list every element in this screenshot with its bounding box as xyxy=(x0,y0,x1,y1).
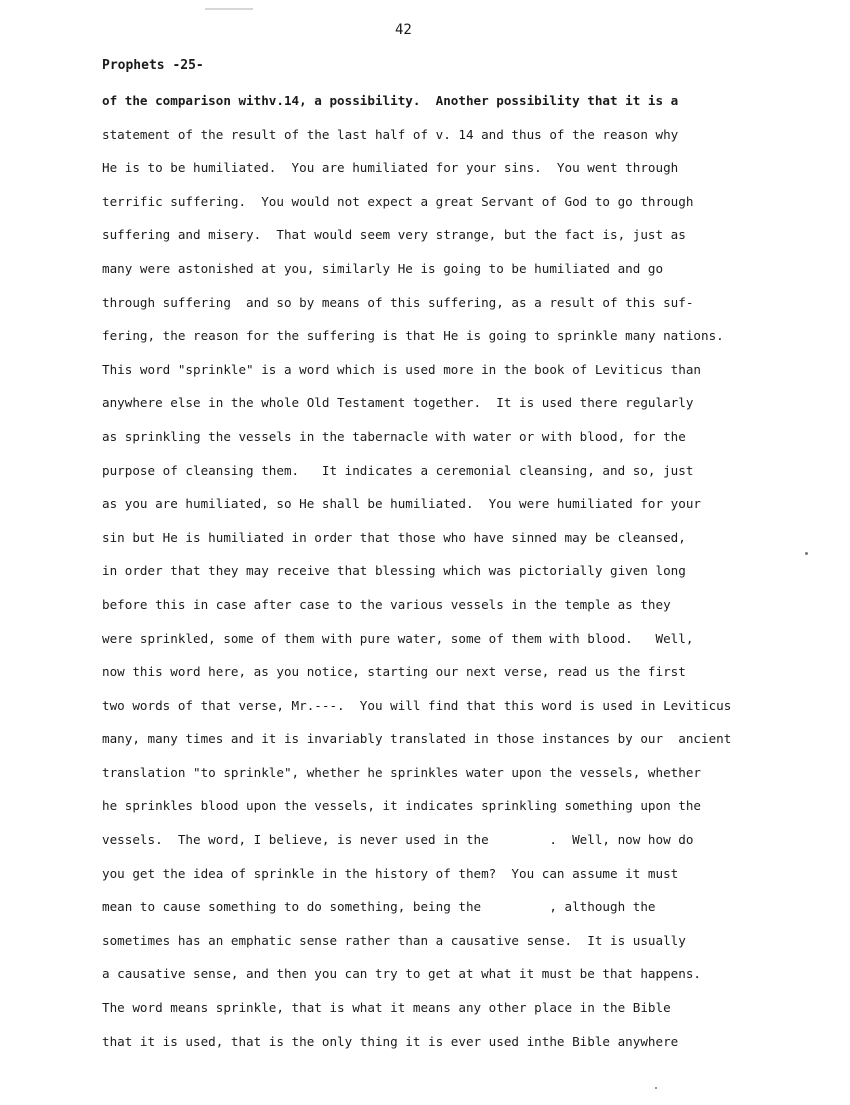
text-line: that it is used, that is the only thing it is ever used inthe Bible anywhere xyxy=(102,1033,679,1049)
text-line: terrific suffering. You would not expect a great Servant of God to go through xyxy=(102,193,694,209)
scan-smudge xyxy=(205,8,253,10)
text-line: anywhere else in the whole Old Testament together. It is used there regularly xyxy=(102,395,694,411)
text-line: statement of the result of the last half of v. 14 and thus of the reason why xyxy=(102,126,679,142)
text-line: fering, the reason for the suffering is that He is going to sprinkle many nations. xyxy=(102,328,724,344)
text-line: as sprinkling the vessels in the tabernacle with water or with blood, for the xyxy=(102,428,686,444)
text-line: were sprinkled, some of them with pure water, some of them with blood. Well, xyxy=(102,630,694,646)
text-line: mean to cause something to do something, being the , although the xyxy=(102,899,656,915)
page-number: 42 xyxy=(395,22,412,38)
text-line: he sprinkles blood upon the vessels, it indicates sprinkling something upon the xyxy=(102,798,701,814)
text-line: many, many times and it is invariably translated in those instances by our ancient xyxy=(102,731,732,747)
text-line: in order that they may receive that blessing which was pictorially given long xyxy=(102,563,686,579)
text-line: translation "to sprinkle", whether he sprinkles water upon the vessels, whether xyxy=(102,764,701,780)
text-line: before this in case after case to the various vessels in the temple as they xyxy=(102,596,671,612)
text-line: sin but He is humiliated in order that those who have sinned may be cleansed, xyxy=(102,529,686,545)
text-line: suffering and misery. That would seem very strange, but the fact is, just as xyxy=(102,227,686,243)
text-line: now this word here, as you notice, starting our next verse, read us the first xyxy=(102,664,686,680)
text-line: a causative sense, and then you can try to get at what it must be that happens. xyxy=(102,966,701,982)
text-line: of the comparison withv.14, a possibility. Another possibility that it is a xyxy=(102,93,679,108)
text-line: two words of that verse, Mr.---. You will find that this word is used in Leviticus xyxy=(102,697,732,713)
text-line: He is to be humiliated. You are humiliated for your sins. You went through xyxy=(102,160,679,176)
scan-speck xyxy=(655,1087,657,1089)
text-line: sometimes has an emphatic sense rather than a causative sense. It is usually xyxy=(102,932,686,948)
text-line: vessels. The word, I believe, is never used in the . Well, now how do xyxy=(102,832,694,848)
text-line: as you are humiliated, so He shall be humiliated. You were humiliated for your xyxy=(102,496,701,512)
text-line: The word means sprinkle, that is what it means any other place in the Bible xyxy=(102,1000,671,1016)
text-line: purpose of cleansing them. It indicates a ceremonial cleansing, and so, just xyxy=(102,462,694,478)
running-head: Prophets -25- xyxy=(102,58,204,73)
body-text xyxy=(102,88,802,1062)
text-line: many were astonished at you, similarly He is going to be humiliated and go xyxy=(102,260,664,276)
text-line: you get the idea of sprinkle in the history of them? You can assume it must xyxy=(102,865,679,881)
text-line: through suffering and so by means of this suffering, as a result of this suf- xyxy=(102,294,694,310)
text-line: This word "sprinkle" is a word which is used more in the book of Leviticus than xyxy=(102,361,701,377)
scan-speck xyxy=(805,552,808,555)
